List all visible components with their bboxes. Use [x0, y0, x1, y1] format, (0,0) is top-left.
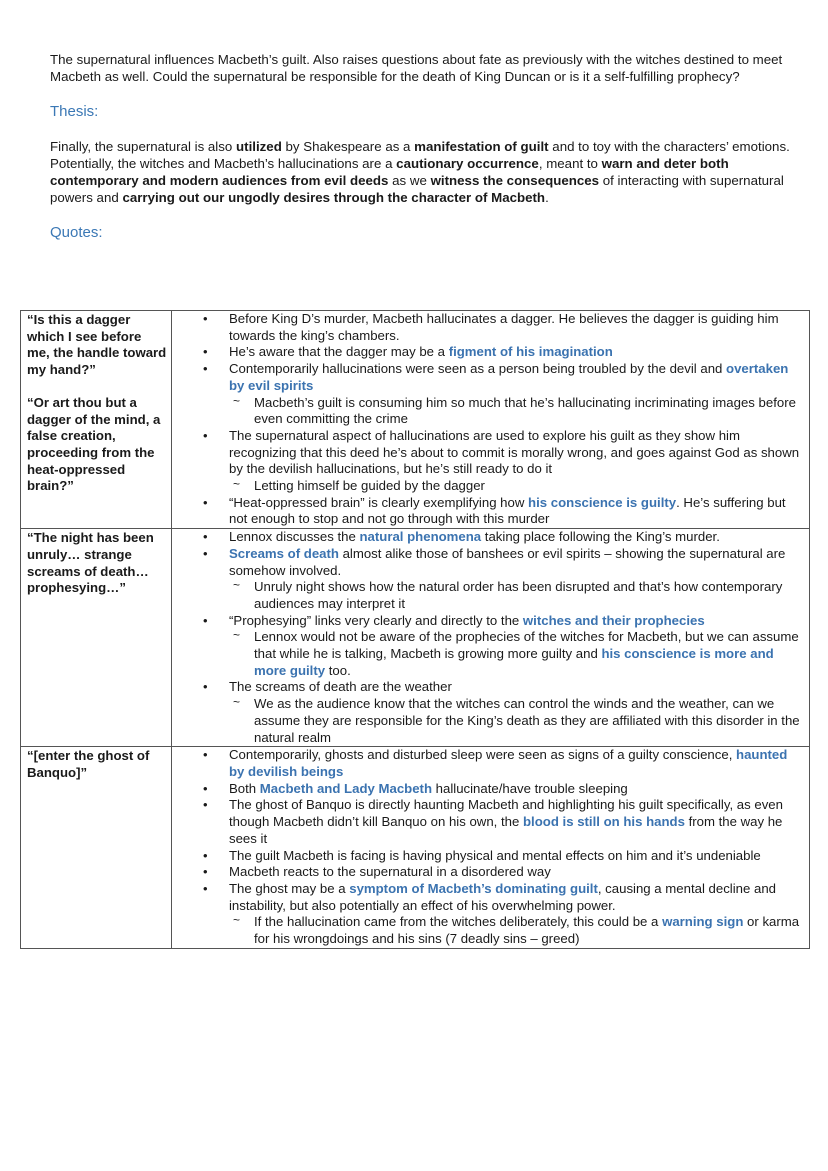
sub-list: [229, 478, 803, 495]
note-text: Macbeth’s guilt is consuming him so much that he’s hallucinating incriminating images before even committing the crime: [254, 394, 796, 427]
note-text: Lennox would not be aware of the prophecies of the witches for Macbeth, but we can assume that while he is talking, Macbeth is growing more guilty and: [254, 629, 799, 662]
note-text: “Prophesying” links very clearly and directly to the: [229, 612, 523, 628]
note-text: We as the audience know that the witches can control the winds and the weather, can we assume they are responsible for the King’s death as they are affiliated with this disorder in the natural realm: [254, 696, 800, 745]
thesis-paragraph: [50, 139, 795, 206]
note-text: almost alike those of banshees or evil spirits – showing the supernatural are somehow involved.: [229, 545, 786, 578]
sub-list-item: [229, 478, 803, 495]
note-highlight: natural phenomena: [359, 529, 482, 545]
note-text: Before King D’s murder, Macbeth hallucinates a dagger. He believes the dagger is guiding him towards the king’s chambers.: [229, 311, 779, 343]
quotes-table: [20, 310, 810, 949]
notes-cell: [172, 311, 810, 529]
note-text: Macbeth reacts to the supernatural in a disordered way: [229, 864, 551, 880]
note-text: Letting himself be guided by the dagger: [254, 478, 485, 494]
note-highlight: haunted by devilish beings: [229, 747, 788, 779]
table-row: [21, 747, 810, 948]
note-text: Contemporarily, ghosts and disturbed sleep were seen as signs of a guilty conscience,: [229, 747, 737, 763]
note-text: The ghost may be a: [229, 880, 350, 896]
thesis-bold: manifestation of guilt: [414, 139, 549, 155]
note-text: from the way he sees it: [229, 814, 783, 846]
table-row: [21, 311, 810, 529]
list-item: [172, 881, 803, 948]
thesis-text: .: [545, 189, 549, 205]
note-text: The supernatural aspect of hallucinations are used to explore his guilt as they show him recognizing that this deed he’s about to commit is morally wrong, and goes against God as shown by the devilish hallucinations, but he’s still ready to do it: [229, 427, 800, 477]
note-highlight: his conscience is more and more guilty: [254, 646, 774, 678]
sub-list: [229, 696, 803, 746]
quote-text: “Is this a dagger which I see before me, the handle toward my hand?”: [27, 312, 167, 378]
thesis-text: Finally, the supernatural is also: [50, 139, 237, 155]
list-item: [172, 428, 803, 495]
list-item: [172, 781, 803, 798]
notes-cell: [172, 529, 810, 747]
note-text: He’s aware that the dagger may be a: [229, 344, 449, 360]
list-item: [172, 613, 803, 680]
note-highlight: warning sign: [662, 914, 744, 930]
sub-list-item: [229, 629, 803, 679]
note-highlight: blood is still on his hands: [522, 814, 685, 830]
list-item: [172, 495, 803, 528]
list-item: [172, 747, 803, 780]
thesis-bold: warn and deter both contemporary and modern audiences from evil deeds: [50, 156, 729, 188]
table-row: [21, 529, 810, 747]
list-item: [172, 848, 803, 865]
intro-paragraph: The supernatural influences Macbeth’s guilt. Also raises questions about fate as previously with the witches destined to meet Macbeth as well. Could the supernatural be responsible for the death of King Duncan or is it a self-fulfilling prophecy?: [50, 52, 783, 84]
list-item: [172, 311, 803, 344]
notes-cell: [172, 747, 810, 948]
sub-list: [229, 914, 803, 947]
list-item: [172, 797, 803, 847]
thesis-text: by Shakespeare as a: [281, 139, 415, 155]
note-text: hallucinate/have trouble sleeping: [432, 780, 628, 796]
sub-list: [229, 395, 803, 428]
notes-list: [172, 311, 803, 528]
thesis-bold: carrying out our ungodly desires through the character of Macbeth: [122, 189, 546, 205]
thesis-bold: utilized: [236, 139, 282, 155]
list-item: [172, 361, 803, 428]
note-highlight: Macbeth and Lady Macbeth: [259, 780, 432, 796]
note-text: taking place following the King’s murder.: [481, 529, 720, 545]
thesis-text: , meant to: [538, 156, 602, 172]
sub-list-item: [229, 579, 803, 612]
list-item: [172, 864, 803, 881]
notes-list: [172, 529, 803, 746]
sub-list: [229, 629, 803, 679]
thesis-bold: cautionary occurrence: [396, 156, 539, 172]
note-highlight: overtaken by evil spirits: [229, 361, 789, 393]
note-highlight: his conscience is guilty: [528, 494, 677, 510]
note-text: The ghost of Banquo is directly haunting Macbeth and highlighting his guilt specifically, as even though Macbeth didn’t kill Banquo on his own, the: [229, 797, 783, 830]
note-text: , causing a mental decline and instability, but also potentially an effect of his overwhelming power.: [229, 880, 777, 913]
note-text: . He’s suffering but not enough to stop and not go through with this murder: [229, 494, 786, 527]
note-highlight: symptom of Macbeth’s dominating guilt: [349, 880, 598, 896]
sub-list-item: [229, 395, 803, 428]
note-highlight: Screams of death: [229, 545, 339, 561]
quote-cell: [21, 747, 172, 948]
sub-list-item: [229, 914, 803, 947]
thesis-text: as we: [388, 172, 431, 188]
thesis-heading: Thesis:: [50, 103, 99, 121]
thesis-text: of interacting with supernatural powers and: [50, 172, 784, 205]
list-item: [172, 546, 803, 613]
thesis-text: and to toy with the characters’ emotions. Potentially, the witches and Macbeth’s hallucinations are a: [50, 139, 790, 172]
quote-cell: [21, 529, 172, 747]
sub-list: [229, 579, 803, 612]
quote-cell: [21, 311, 172, 529]
note-text: Unruly night shows how the natural order has been disrupted and that’s how contemporary audiences may interpret it: [254, 579, 783, 611]
list-item: [172, 529, 803, 546]
notes-list: [172, 747, 803, 947]
quote-text: “Or art thou but a dagger of the mind, a false creation, proceeding from the heat-oppressed brain?”: [27, 394, 161, 494]
list-item: [172, 679, 803, 746]
note-text: The guilt Macbeth is facing is having physical and mental effects on him and it’s undeniable: [229, 847, 761, 863]
document-page: [50, 52, 795, 241]
note-highlight: witches and their prophecies: [522, 612, 705, 628]
note-text: or karma for his wrongdoings and his sins (7 deadly sins – greed): [254, 914, 800, 947]
thesis-bold: witness the consequences: [430, 172, 600, 188]
quotes-heading: Quotes:: [50, 224, 103, 242]
note-text: If the hallucination came from the witches deliberately, this could be a: [254, 914, 663, 930]
note-highlight: figment of his imagination: [448, 344, 613, 360]
quote-text: “[enter the ghost of Banquo]”: [27, 748, 150, 780]
note-text: Lennox discusses the: [229, 529, 360, 545]
note-text: The screams of death are the weather: [229, 679, 452, 695]
note-text: Both: [229, 780, 260, 796]
list-item: [172, 344, 803, 361]
sub-list-item: [229, 696, 803, 746]
note-text: too.: [325, 662, 351, 678]
note-text: Contemporarily hallucinations were seen as a person being troubled by the devil and: [229, 361, 727, 377]
note-text: “Heat-oppressed brain” is clearly exemplifying how: [229, 494, 529, 510]
quote-text: “The night has been unruly… strange screams of death… prophesying…”: [27, 530, 154, 596]
